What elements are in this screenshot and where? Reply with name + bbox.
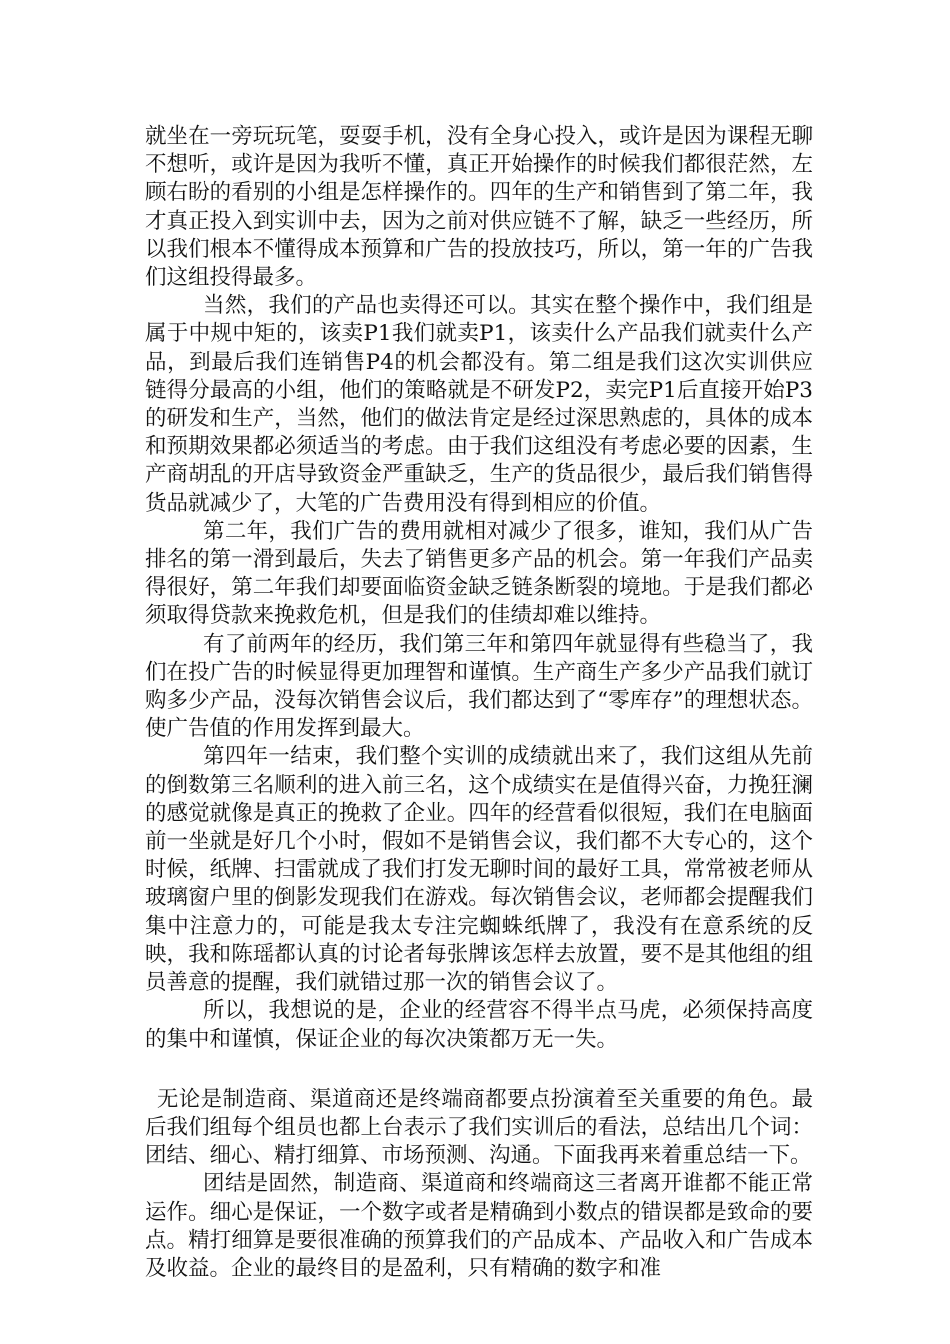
paragraph-7: 无论是制造商、渠道商还是终端商都要点扮演着至关重要的角色。最后我们组每个组员也都上台表示了我们实训后的看法，总结出几个词：团结、细心、精打细算、市场预测、沟通。下面我再来着重总结一下。 (145, 1086, 813, 1169)
paragraph-1: 就坐在一旁玩玩笔，耍耍手机，没有全身心投入，或许是因为课程无聊不想听，或许是因为我听不懂，真正开始操作的时候我们都很茫然，左顾右盼的看别的小组是怎样操作的。四年的生产和销售到了第二年，我才真正投入到实训中去，因为之前对供应链不了解，缺乏一些经历，所以我们根本不懂得成本预算和广告的投放技巧，所以，第一年的广告我们这组投得最多。 (145, 124, 813, 291)
paragraph-4: 有了前两年的经历，我们第三年和第四年就显得有些稳当了，我们在投广告的时候显得更加理智和谨慎。生产商生产多少产品我们就订购多少产品，没每次销售会议后，我们都达到了“零库存”的理想状态。使广告值的作用发挥到最大。 (145, 631, 813, 742)
paragraph-gap (145, 1054, 813, 1086)
paragraph-6: 所以，我想说的是，企业的经营容不得半点马虎，必须保持高度的集中和谨慎，保证企业的每次决策都万无一失。 (145, 998, 813, 1052)
paragraph-5: 第四年一结束，我们整个实训的成绩就出来了，我们这组从先前的倒数第三名顺利的进入前三名，这个成绩实在是值得兴奋，力挽狂澜的感觉就像是真正的挽救了企业。四年的经营看似很短，我们在电脑面前一坐就是好几个小时，假如不是销售会议，我们都不大专心的，这个时候，纸牌、扫雷就成了我们打发无聊时间的最好工具，常常被老师从玻璃窗户里的倒影发现我们在游戏。每次销售会议，老师都会提醒我们集中注意力的，可能是我太专注完蜘蛛纸牌了，我没有在意系统的反映，我和陈瑶都认真的讨论者每张牌该怎样去放置，要不是其他组的组员善意的提醒，我们就错过那一次的销售会议了。 (145, 744, 813, 996)
paragraph-8: 团结是固然，制造商、渠道商和终端商这三者离开谁都不能正常运作。细心是保证，一个数字或者是精确到小数点的错误都是致命的要点。精打细算是要很准确的预算我们的产品成本、产品收入和广告成本及收益。企业的最终目的是盈利，只有精确的数字和准 (145, 1171, 813, 1281)
document-page (145, 123, 813, 1283)
paragraph-3: 第二年，我们广告的费用就相对减少了很多，谁知，我们从广告排名的第一滑到最后，失去了销售更多产品的机会。第一年我们产品卖得很好，第二年我们却要面临资金缺乏链条断裂的境地。于是我们都必须取得贷款来挽救危机，但是我们的佳绩却难以维持。 (145, 518, 813, 629)
paragraph-2: 当然，我们的产品也卖得还可以。其实在整个操作中，我们组是属于中规中矩的，该卖P1我们就卖P1，该卖什么产品我们就卖什么产品，到最后我们连销售P4的机会都没有。第二组是我们这次实训供应链得分最高的小组，他们的策略就是不研发P2，卖完P1后直接开始P3的研发和生产，当然，他们的做法肯定是经过深思熟虑的，具体的成本和预期效果都必须适当的考虑。由于我们这组没有考虑必要的因素，生产商胡乱的开店导致资金严重缺乏，生产的货品很少，最后我们销售得货品就减少了，大笔的广告费用没有得到相应的价值。 (145, 293, 813, 516)
